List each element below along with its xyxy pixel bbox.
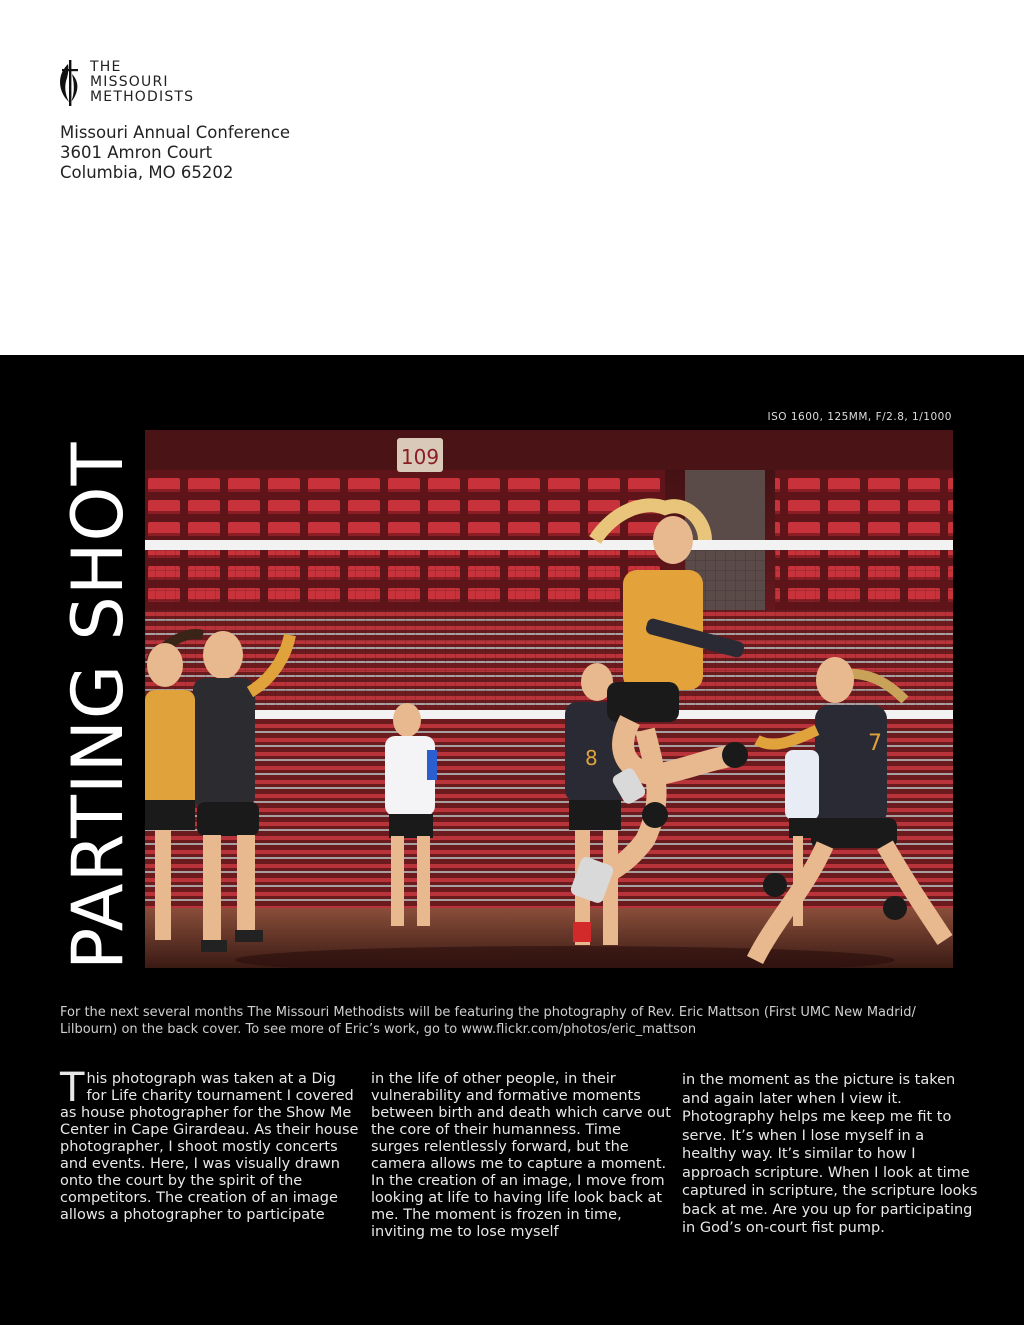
logo-wordmark bbox=[90, 60, 194, 105]
article-column-2: in the life of other people, in their vulnerability and formative moments between birth and death which carve out the core of their humanness. Time surges relentlessly forward, but the camera allows me to capture a moment. In the creation of an image, I move from looking at life to having life look back at me. The moment is frozen in time, inviting me to lose myself bbox=[371, 1071, 671, 1240]
cross-flame-icon bbox=[58, 60, 82, 106]
section-sign: 109 bbox=[400, 445, 440, 469]
svg-text:7: 7 bbox=[868, 731, 882, 756]
mailing-address bbox=[60, 123, 290, 183]
article-column-3: in the moment as the picture is taken and again later when I view it. Photography helps me keep me fit to serve. It’s when I lose myself in a healthy way. It’s similar to how I approach scripture. When I look at time captured in scripture, the scripture looks back at me. Are you up for participating in God’s on-court fist pump. bbox=[682, 1072, 978, 1236]
logo bbox=[58, 60, 194, 106]
photo-illustration bbox=[145, 430, 953, 968]
address-line-3: Columbia, MO 65202 bbox=[60, 163, 234, 182]
photo-caption: For the next several months The Missouri Methodists will be featuring the photography of Rev. Eric Mattson (First UMC New Madrid/ Lilbourn) on the back cover. To see more of Eric’s work, go to www.flickr.com/photos/eric_mattson bbox=[60, 1005, 916, 1037]
address-line-2: 3601 Amron Court bbox=[60, 143, 213, 162]
camera-settings: ISO 1600, 125MM, F/2.8, 1/1000 bbox=[767, 411, 952, 423]
svg-text:8: 8 bbox=[585, 746, 598, 770]
logo-line-1: THE bbox=[90, 59, 122, 75]
logo-line-2: MISSOURI bbox=[90, 74, 169, 90]
drop-cap: T bbox=[60, 1065, 85, 1111]
section-title: PARTING SHOT bbox=[57, 441, 139, 970]
article-column-1 bbox=[60, 1065, 360, 1224]
header-area bbox=[0, 0, 1024, 355]
volleyball-photo bbox=[145, 430, 953, 968]
address-line-1: Missouri Annual Conference bbox=[60, 123, 291, 142]
article-column-1-text: his photograph was taken at a Dig for Life charity tournament I covered as house photographer for the Show Me Center in Cape Girardeau. As their house photographer, I shoot mostly concerts and events. Here, I was visually drawn onto the court by the spirit of the competitors. The creation of an image allows a photographer to participate bbox=[60, 1071, 359, 1223]
logo-line-3: METHODISTS bbox=[90, 89, 195, 105]
